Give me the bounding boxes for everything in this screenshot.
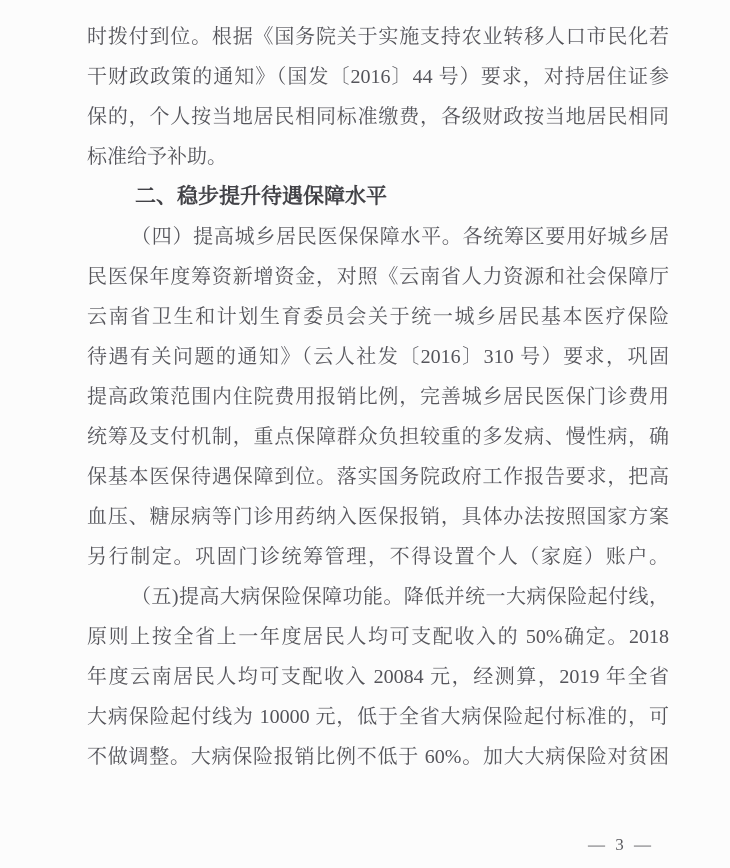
text-line: 另行制定。巩固门诊统筹管理，不得设置个人（家庭）账户。 — [87, 546, 669, 568]
text-line: （四）提高城乡居民医保保障水平。各统筹区要用好城乡居 — [131, 226, 669, 248]
text-line: （五)提高大病保险保障功能。降低并统一大病保险起付线， — [131, 586, 669, 608]
text-line: 干财政政策的通知》（国发〔2016〕44 号）要求，对持居住证参 — [87, 66, 669, 88]
text-line: 民医保年度筹资新增资金，对照《云南省人力资源和社会保障厅 — [87, 266, 669, 288]
text-line: 大病保险起付线为 10000 元，低于全省大病保险起付标准的，可 — [87, 706, 669, 728]
page-number: — 3 — — [588, 835, 654, 854]
document-body — [87, 17, 669, 777]
section-heading: 二、稳步提升待遇保障水平 — [135, 185, 387, 208]
text-line: 保的，个人按当地居民相同标准缴费，各级财政按当地居民相同 — [87, 106, 669, 128]
text-line: 提高政策范围内住院费用报销比例，完善城乡居民医保门诊费用 — [87, 386, 669, 408]
text-line: 统筹及支付机制，重点保障群众负担较重的多发病、慢性病，确 — [87, 426, 669, 448]
text-line: 原则上按全省上一年度居民人均可支配收入的 50%确定。2018 — [87, 626, 669, 648]
text-line: 血压、糖尿病等门诊用药纳入医保报销，具体办法按照国家方案 — [87, 506, 669, 528]
text-line: 保基本医保待遇保障到位。落实国务院政府工作报告要求，把高 — [87, 466, 669, 488]
text-line: 年度云南居民人均可支配收入 20084 元，经测算，2019 年全省 — [87, 666, 669, 688]
text-line: 不做调整。大病保险报销比例不低于 60%。加大大病保险对贫困 — [87, 746, 669, 768]
text-line: 待遇有关问题的通知》（云人社发〔2016〕310 号）要求，巩固 — [87, 346, 669, 368]
text-line: 时拨付到位。根据《国务院关于实施支持农业转移人口市民化若 — [87, 26, 669, 48]
text-line: 云南省卫生和计划生育委员会关于统一城乡居民基本医疗保险 — [87, 306, 669, 328]
text-line: 标准给予补助。 — [87, 146, 227, 168]
